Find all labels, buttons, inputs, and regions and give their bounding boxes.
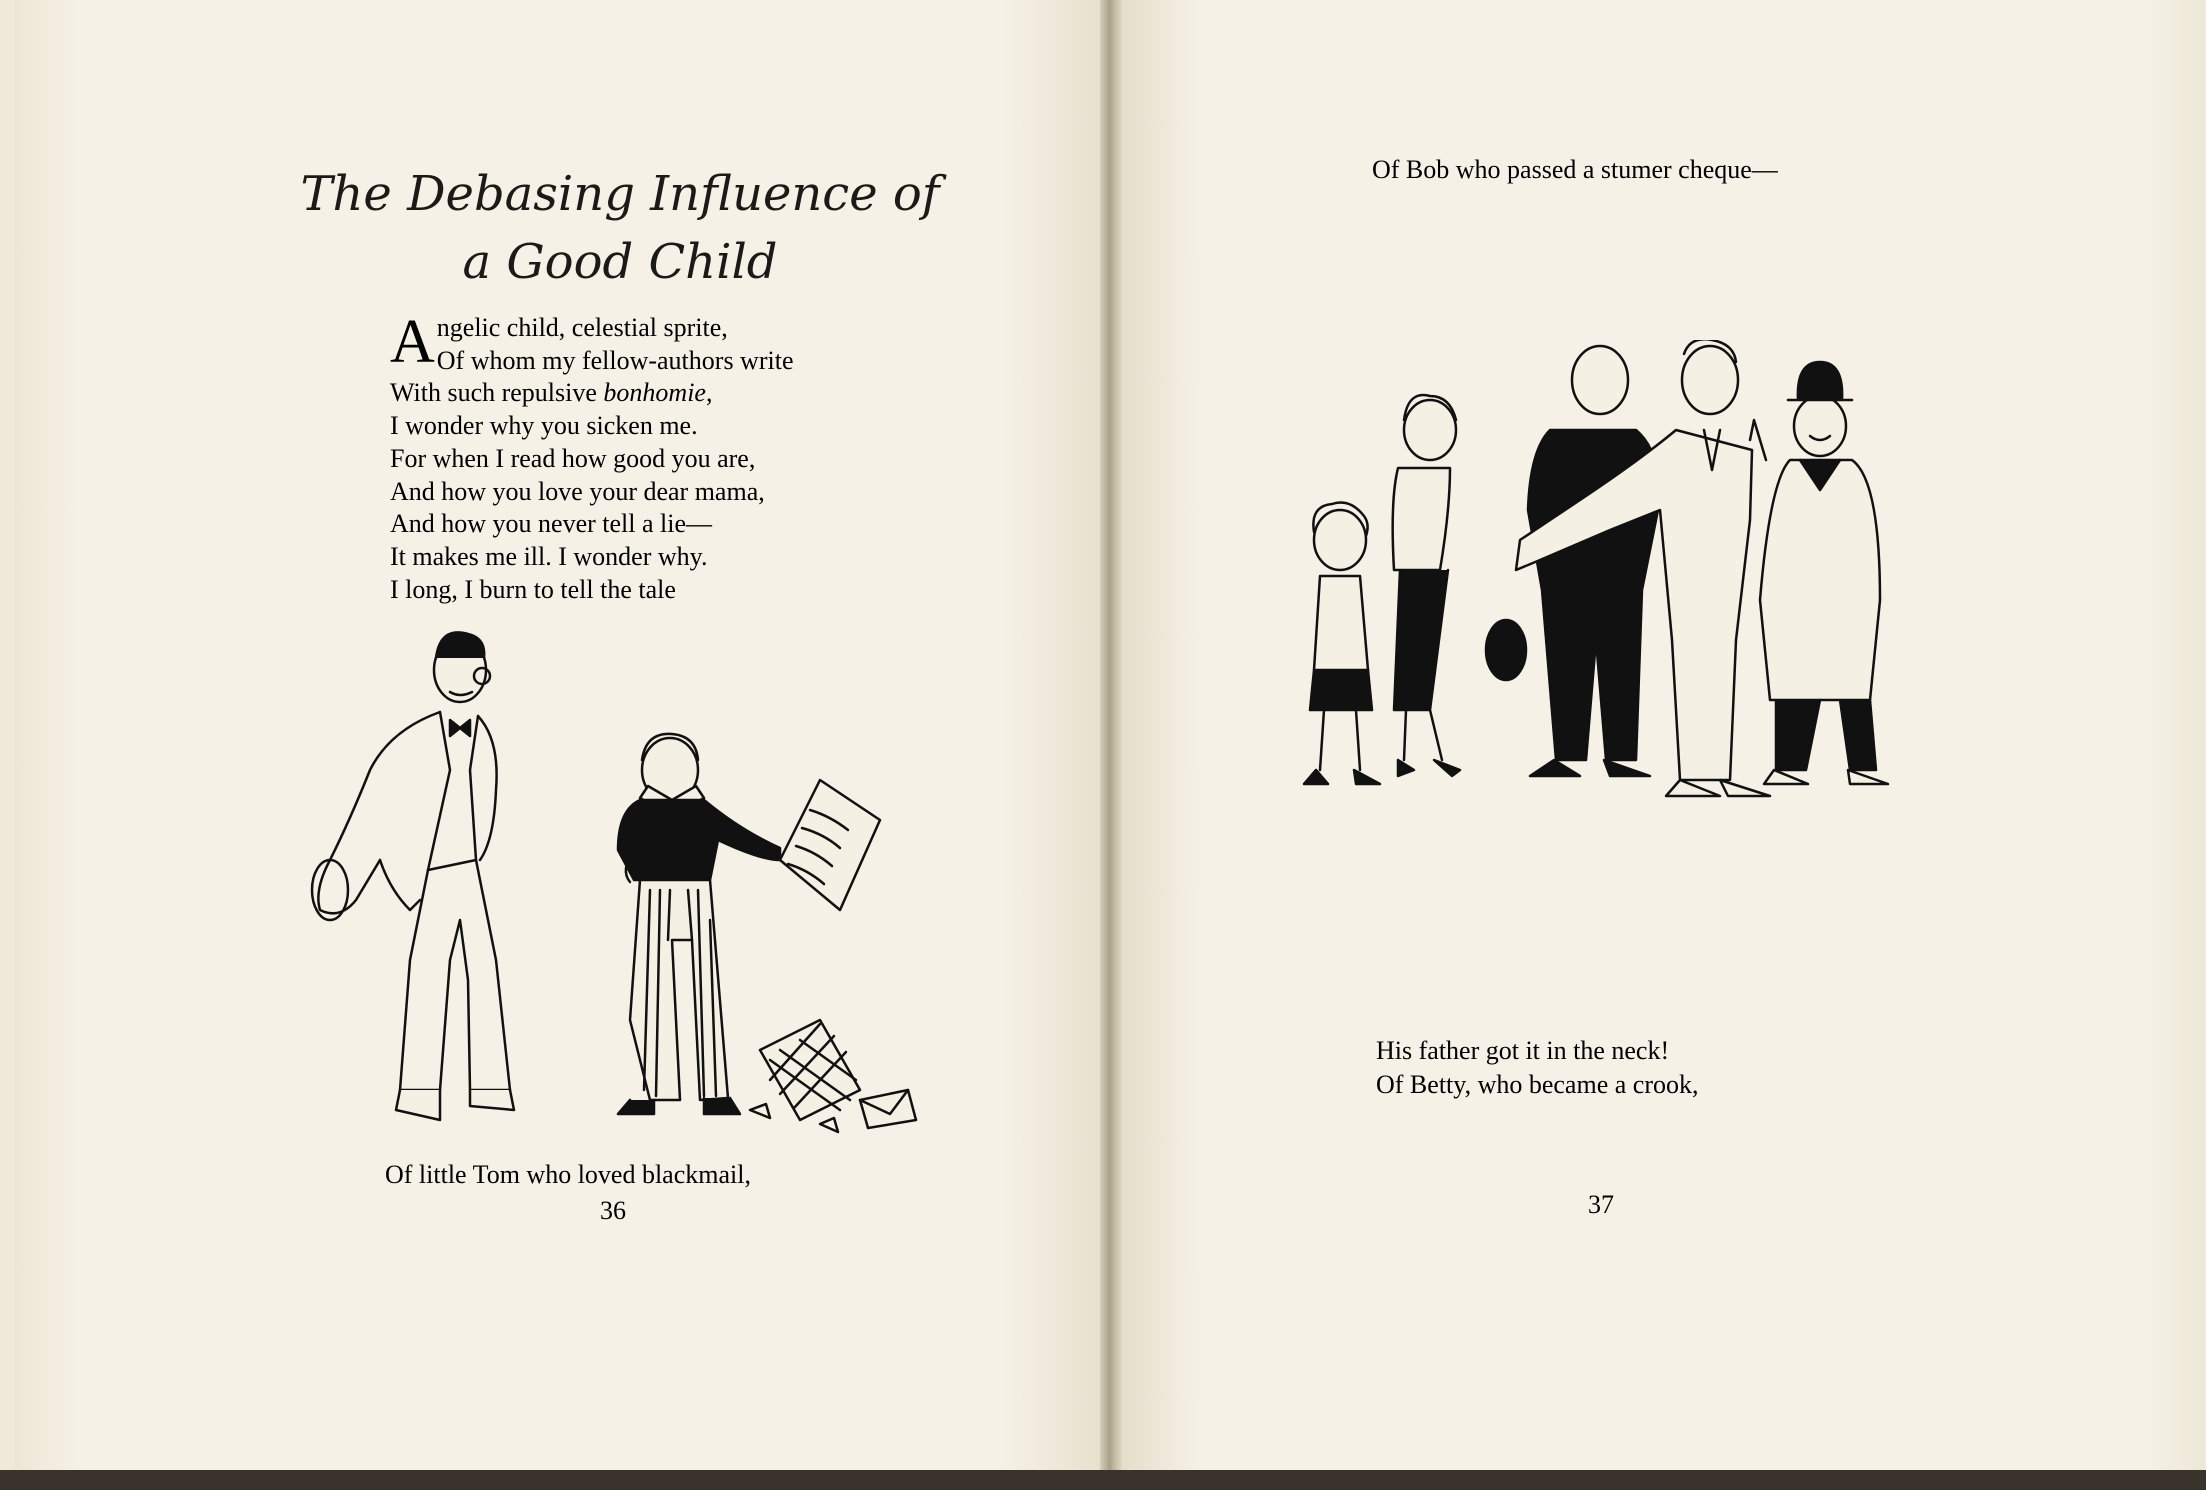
poem-line-3 — [390, 377, 765, 410]
illustration-tom-blackmail — [300, 620, 920, 1140]
poem-line-5: For when I read how good you are, — [390, 443, 756, 473]
poem-line-4: I wonder why you sicken me. — [390, 411, 698, 441]
poem-line-3-text: With such repulsive — [390, 378, 604, 408]
poem-line-1-text: ngelic child, celestial sprite, — [436, 313, 728, 342]
poem-line-8: It makes me ill. I wonder why. — [390, 541, 708, 571]
verse-bob: Of Bob who passed a stumer cheque— — [1372, 155, 1778, 184]
italic-word: bonhomie — [603, 378, 706, 408]
poem-line-2: Of whom my fellow-authors write — [436, 345, 794, 375]
verse-right-line-1: His father got it in the neck! — [1376, 1036, 1670, 1065]
poem-line-9: I long, I burn to tell the tale — [390, 574, 676, 604]
book-gutter — [1100, 0, 1122, 1478]
bottom-edge — [0, 1470, 2206, 1490]
page-number-right: 37 — [1588, 1190, 1614, 1219]
verse-right — [1376, 1034, 1698, 1102]
caption-tom: Of little Tom who loved blackmail, — [385, 1160, 751, 1189]
verse-right-line-2: Of Betty, who became a crook, — [1376, 1070, 1699, 1099]
poem-title: The Debasing Influence of a Good Child — [300, 166, 940, 290]
poem-line-3-tail: , — [705, 378, 713, 408]
illustration-group — [1280, 340, 1920, 840]
page-number-left: 36 — [600, 1196, 626, 1225]
poem-line-6: And how you love your dear mama, — [390, 476, 765, 506]
poem-line-7: And how you never tell a lie— — [390, 509, 713, 539]
poem-verse — [390, 308, 794, 606]
drop-cap: A — [390, 308, 435, 376]
